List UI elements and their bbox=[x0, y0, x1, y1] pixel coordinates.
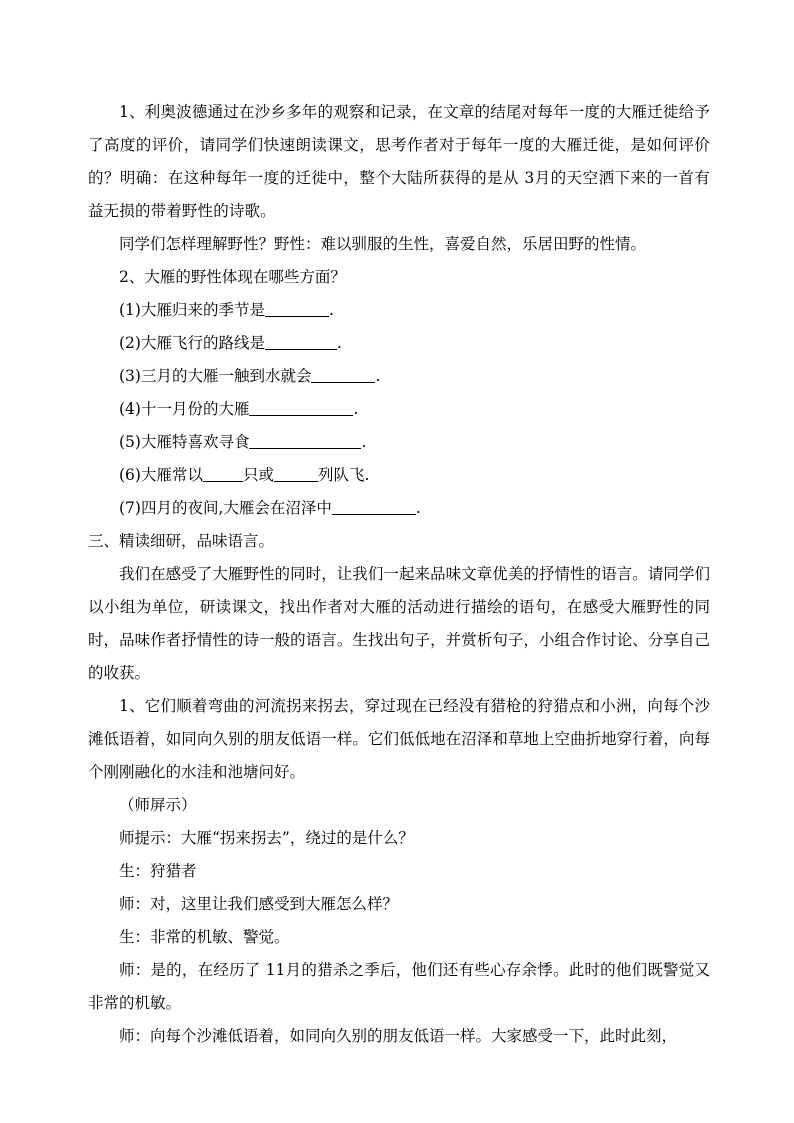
paragraph-teacher-continuation: 师：向每个沙滩低语着，如同向久别的朋友低语一样。大家感受一下，此时此刻， bbox=[119, 1027, 678, 1045]
paragraph-student-answer-1: 生：狩猎者 bbox=[119, 862, 197, 880]
answer-blank[interactable] bbox=[311, 366, 375, 383]
document-page bbox=[88, 96, 710, 1053]
paragraph-teacher-explanation: 师：是的，在经历了 11月的猎杀之季后，他们还有些心存余悸。此时的他们既警觉又非常的机敏。 bbox=[88, 961, 710, 1012]
answer-blank[interactable] bbox=[203, 465, 243, 482]
paragraph-wildness-definition: 同学们怎样理解野性？野性：难以驯服的生性，喜爱自然，乐居田野的性情。 bbox=[119, 235, 647, 253]
paragraph-quote-1: 1、它们顺着弯曲的河流拐来拐去，穿过现在已经没有猎枪的狩猎点和小洲，向每个沙滩低语着，如同向久别的朋友低语一样。它们低低地在沼泽和草地上空曲折地穿行着，向每个刚刚融化的水洼和池塘问好。 bbox=[88, 697, 710, 781]
paragraph-teacher-display: （师屏示） bbox=[119, 796, 197, 814]
answer-blank[interactable] bbox=[265, 333, 337, 350]
paragraph-intro: 我们在感受了大雁野性的同时，让我们一起来品味文章优美的抒情性的语言。请同学们以小组为单位，研读课文，找出作者对大雁的活动进行描绘的语句，在感受大雁野性的同时，品味作者抒情性的诗一般的语言。生找出句子，并赏析句子，小组合作讨论、分享自己的收获。 bbox=[88, 565, 710, 682]
fill-item-1: (1)大雁归来的季节是 . bbox=[119, 301, 334, 319]
answer-blank[interactable] bbox=[249, 432, 361, 449]
fill-item-4: (4)十一月份的大雁 . bbox=[119, 400, 359, 418]
paragraph-question-2: 2、大雁的野性体现在哪些方面？ bbox=[119, 268, 346, 286]
paragraph-student-answer-2: 生：非常的机敏、警觉。 bbox=[119, 928, 290, 946]
fill-item-6: (6)大雁常以 只或 列队飞. bbox=[119, 466, 370, 484]
paragraph-teacher-question: 师：对，这里让我们感受到大雁怎么样？ bbox=[119, 895, 399, 913]
answer-blank[interactable] bbox=[274, 465, 318, 482]
section-heading: 三、精读细研，品味语言。 bbox=[88, 532, 275, 550]
answer-blank[interactable] bbox=[249, 399, 353, 416]
fill-item-5: (5)大雁特喜欢寻食 . bbox=[119, 433, 367, 451]
fill-item-2: (2)大雁飞行的路线是 . bbox=[119, 334, 342, 352]
paragraph-evaluation: 1、利奥波德通过在沙乡多年的观察和记录，在文章的结尾对每年一度的大雁迁徙给予了高度的评价，请同学们快速朗读课文，思考作者对于每年一度的大雁迁徙，是如何评价的？明确：在这种每年一度的迁徙中，整个大陆所获得的是从 3月的天空洒下来的一首有益无损的带着野性的诗歌。 bbox=[88, 103, 710, 220]
answer-blank[interactable] bbox=[265, 300, 329, 317]
paragraph-teacher-prompt: 师提示：大雁“拐来拐去”，绕过的是什么？ bbox=[119, 829, 414, 847]
fill-item-3: (3)三月的大雁一触到水就会 . bbox=[119, 367, 381, 385]
fill-item-7: (7)四月的夜间,大雁会在沼泽中 . bbox=[119, 499, 421, 517]
answer-blank[interactable] bbox=[332, 498, 416, 515]
